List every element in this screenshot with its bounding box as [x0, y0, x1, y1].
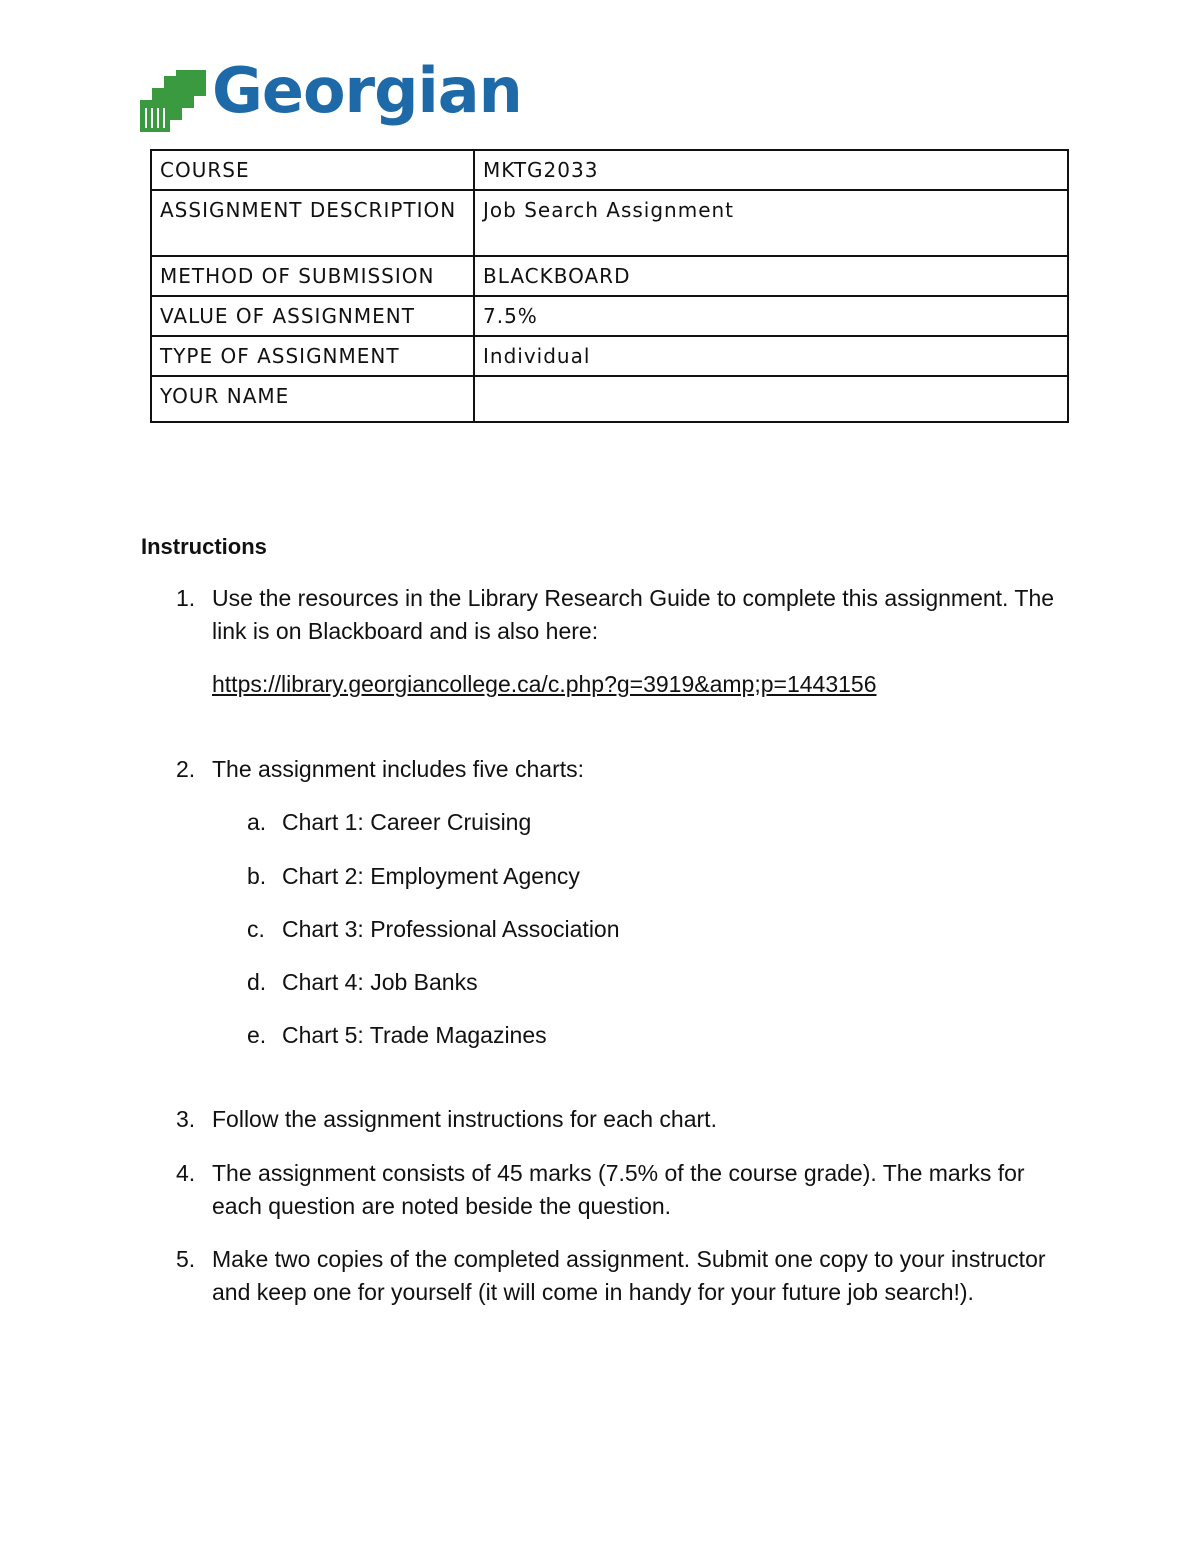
table-row: [151, 150, 1068, 190]
subitem-letter: d.: [247, 969, 267, 995]
table-row: [151, 336, 1068, 376]
instruction-item-1: [141, 582, 1081, 701]
item-text: The assignment includes five charts:: [212, 756, 585, 782]
course-label: COURSE: [151, 150, 474, 190]
your-name-label: YOUR NAME: [151, 376, 474, 422]
chart-list-item: [141, 860, 1081, 893]
table-row: [151, 190, 1068, 256]
stacked-books-icon: [140, 70, 206, 134]
assignment-info-table: [150, 149, 1069, 423]
item-text: Follow the assignment instructions for each chart.: [212, 1106, 717, 1132]
item-number: 1.: [176, 585, 196, 611]
value-of-assignment-value: 7.5%: [474, 296, 1068, 336]
instruction-item-5: [141, 1243, 1081, 1309]
instructions-heading: Instructions: [141, 534, 267, 559]
item-number: 4.: [176, 1160, 196, 1186]
item-number: 3.: [176, 1106, 196, 1132]
value-of-assignment-label: VALUE OF ASSIGNMENT: [151, 296, 474, 336]
chart-list-item: [141, 806, 1081, 839]
assignment-description-value: Job Search Assignment: [474, 190, 1068, 256]
item-number: 5.: [176, 1246, 196, 1272]
type-of-assignment-value: Individual: [474, 336, 1068, 376]
method-of-submission-value: BLACKBOARD: [474, 256, 1068, 296]
item-number: 2.: [176, 756, 196, 782]
instruction-item-4: [141, 1157, 1081, 1223]
instructions-section: [141, 530, 1081, 1305]
subitem-text: Chart 2: Employment Agency: [282, 863, 580, 889]
your-name-field[interactable]: [474, 376, 1068, 422]
table-row: [151, 256, 1068, 296]
subitem-text: Chart 5: Trade Magazines: [282, 1022, 547, 1048]
method-of-submission-label: METHOD OF SUBMISSION: [151, 256, 474, 296]
subitem-letter: c.: [247, 916, 265, 942]
type-of-assignment-label: TYPE OF ASSIGNMENT: [151, 336, 474, 376]
library-guide-link[interactable]: https://library.georgiancollege.ca/c.php?g=3919&amp;p=1443156: [212, 671, 877, 697]
assignment-description-label: ASSIGNMENT DESCRIPTION: [151, 190, 474, 256]
instruction-item-3: [141, 1103, 1081, 1136]
instruction-item-2: [141, 753, 1081, 786]
chart-list-item: [141, 1019, 1081, 1052]
subitem-text: Chart 3: Professional Association: [282, 916, 620, 942]
chart-list-item: [141, 913, 1081, 946]
table-row: [151, 296, 1068, 336]
subitem-letter: b.: [247, 863, 267, 889]
subitem-letter: a.: [247, 809, 267, 835]
table-row: [151, 376, 1068, 422]
course-value: MKTG2033: [474, 150, 1068, 190]
item-text: Use the resources in the Library Research Guide to complete this assignment. The link is on Blackboard and is also here:: [212, 585, 1055, 644]
item-text: The assignment consists of 45 marks (7.5% of the course grade). The marks for each question are noted beside the question.: [212, 1160, 1025, 1219]
subitem-text: Chart 4: Job Banks: [282, 969, 478, 995]
subitem-text: Chart 1: Career Cruising: [282, 809, 532, 835]
item-text: Make two copies of the completed assignment. Submit one copy to your instructor and keep one for yourself (it will come in handy for your future job search!).: [212, 1246, 1046, 1305]
subitem-letter: e.: [247, 1022, 267, 1048]
chart-list-item: [141, 966, 1081, 999]
georgian-logo: [140, 54, 522, 152]
logo-wordmark: Georgian: [212, 54, 522, 127]
